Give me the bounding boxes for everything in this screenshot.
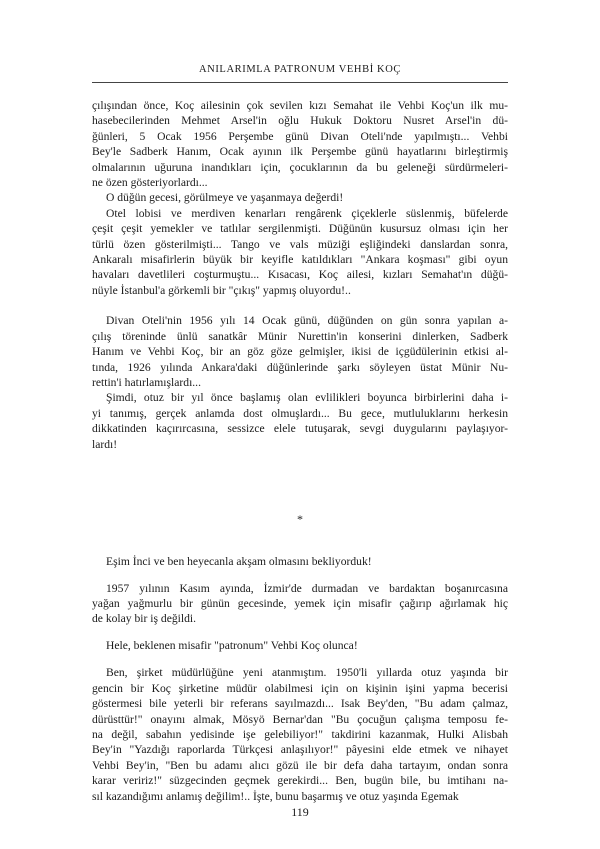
text-line: hasebecilerinden Mehmet Arsel'in oğlu Hukuk Doktoru Nusret Arsel'in dü- xyxy=(92,114,508,128)
paragraph xyxy=(92,581,508,627)
text-line: havaları davetlileri coşturmuştu... Kısacası, Koç ailesi, kızları Semahat'ın düğü- xyxy=(92,268,508,282)
text-line: na değil, sabahın yedisinde işe gelebiliyor!" takdirini kazanmak, Hulki Alisbah xyxy=(92,728,508,742)
body-text-top xyxy=(92,98,508,452)
text-line: Hanım ve Vehbi Koç, bir an göz göze gelmişler, ikisi de içgüdülerinin etkisi al- xyxy=(92,345,508,359)
text-line: Hele, beklenen misafir "patronum" Vehbi Koç olunca! xyxy=(106,639,358,653)
section-separator: * xyxy=(297,512,303,526)
paragraph xyxy=(92,665,508,804)
header-rule xyxy=(92,82,508,83)
text-line: nüyle İstanbul'a görkemli bir "çıkış" yapmış oluyordu!.. xyxy=(92,283,351,297)
paragraph xyxy=(92,638,508,653)
text-line: çeşit çeşit yemekler ve tatlılar sergilenmişti. Düğünün kusursuz olması için her xyxy=(92,222,508,236)
paragraph xyxy=(92,98,508,190)
text-line: Ankaralı misafirlerin büyük bir keyifle katıldıkları "Ankara koşması" gibi oyun xyxy=(92,253,508,267)
page-number: 119 xyxy=(291,805,309,819)
text-line: yağan yağmurlu bir günün gecesinde, yemek için misafir çağırıp ağırlamak hiç xyxy=(92,597,508,610)
running-header: ANILARIMLA PATRONUM VEHBİ KOÇ xyxy=(198,64,402,75)
text-line: tında, 1926 yılında Ankara'daki düğünlerinde şarkı söyleyen üstat Münir Nu- xyxy=(92,360,508,374)
text-line: Bey'le Sadberk Hanım, Ocak ayının ilk Perşembe günü hayatlarını birleştirmiş xyxy=(92,145,508,159)
text-line: çılışından önce, Koç ailesinin çok sevilen kızı Semahat ile Vehbi Koç'un ilk mu- xyxy=(92,99,508,112)
text-line: sıl kazandığımı anlamış değilim!.. İşte, bunu başarmış ve otuz yaşında Egemak xyxy=(92,789,459,803)
text-line: Vehbi Bey'in, "Ben bu adamı alıcı gözü ile bir defa daha tartayım, ondan sonra xyxy=(92,758,508,772)
text-line: türlü özen gösterilmişti... Tango ve vals müziği eşliğindeki danslardan sonra, xyxy=(92,237,508,251)
text-line: Divan Oteli'nin 1956 yılı 14 Ocak günü, düğünden on gün sonra yapılan a- xyxy=(106,314,508,328)
text-line: Eşim İnci ve ben heyecanla akşam olmasını bekliyorduk! xyxy=(106,554,372,568)
text-line: Şimdi, otuz bir yıl önce başlamış olan evlilikleri boyunca birbirlerini daha i- xyxy=(106,391,508,405)
text-line: dürüsttür!" onayını almak, Mösyö Bernar'dan "Bu çocuğun çalışma temposu fe- xyxy=(92,712,508,726)
text-line: yi tanımış, gerçek anlamda dost olmuşlardı... Bu gece, mutluluklarını herkesin xyxy=(92,406,508,420)
text-line: Otel lobisi ve merdiven kenarları rengârenk çiçeklerle süslenmiş, büfelerde xyxy=(106,206,508,220)
text-line: ne özen gösteriyorlardı... xyxy=(92,176,208,190)
paragraph xyxy=(92,554,508,569)
text-line: Ben, şirket müdürlüğüne yeni atanmıştım. 1950'li yıllarda otuz yaşında bir xyxy=(106,666,508,680)
text-line: gencin bir Koç şirketine müdür olabilmesi için on kişinin işini yapma becerisi xyxy=(92,681,508,695)
text-line: çılış töreninde ünlü sanatkâr Münir Nurettin'in konserini dinlerken, Sadberk xyxy=(92,329,508,343)
paragraph xyxy=(92,190,508,205)
text-line: rettin'i hatırlamışlardı... xyxy=(92,375,201,389)
section-3 xyxy=(92,554,508,804)
paragraph xyxy=(92,206,508,298)
text-line: olmalarının uğuruna inandıkları için, çocuklarının da bu geleneği sürdürmeleri- xyxy=(92,160,508,174)
body-text-bottom xyxy=(92,542,508,816)
paragraph-gap xyxy=(92,298,508,313)
text-line: göstermesi bile yeterli bir referans sayılmazdı... Isak Bey'den, "Bu adam çalmaz, xyxy=(92,697,508,711)
section-1 xyxy=(92,98,508,298)
text-line: lardı! xyxy=(92,437,118,451)
text-line: 1957 yılının Kasım ayında, İzmir'de durmadan ve bardaktan boşanırcasına xyxy=(106,581,508,595)
paragraph xyxy=(92,313,508,390)
text-line: karar veririz!" süzgecinden geçmek gerekirdi... Ben, bugün bile, bu imtihanı na- xyxy=(92,774,508,788)
section-2 xyxy=(92,313,508,452)
paragraph xyxy=(92,390,508,452)
text-line: Bey'in "Yazdığı raporlarda Türkçesi anlaşılıyor!" pâyesini elde etmek ve nihayet xyxy=(92,743,508,757)
text-line: ğünleri, 5 Ocak 1956 Perşembe günü Divan Oteli'nde yapılmıştı... Vehbi xyxy=(92,129,508,143)
text-line: de kolay bir iş değildi. xyxy=(92,612,197,626)
text-line: dikkatinden kaçırırcasına, sessizce elele tutuşarak, sevgi duygularını paylaşıyor- xyxy=(92,422,508,436)
text-line: O düğün gecesi, görülmeye ve yaşanmaya değerdi! xyxy=(106,191,344,205)
